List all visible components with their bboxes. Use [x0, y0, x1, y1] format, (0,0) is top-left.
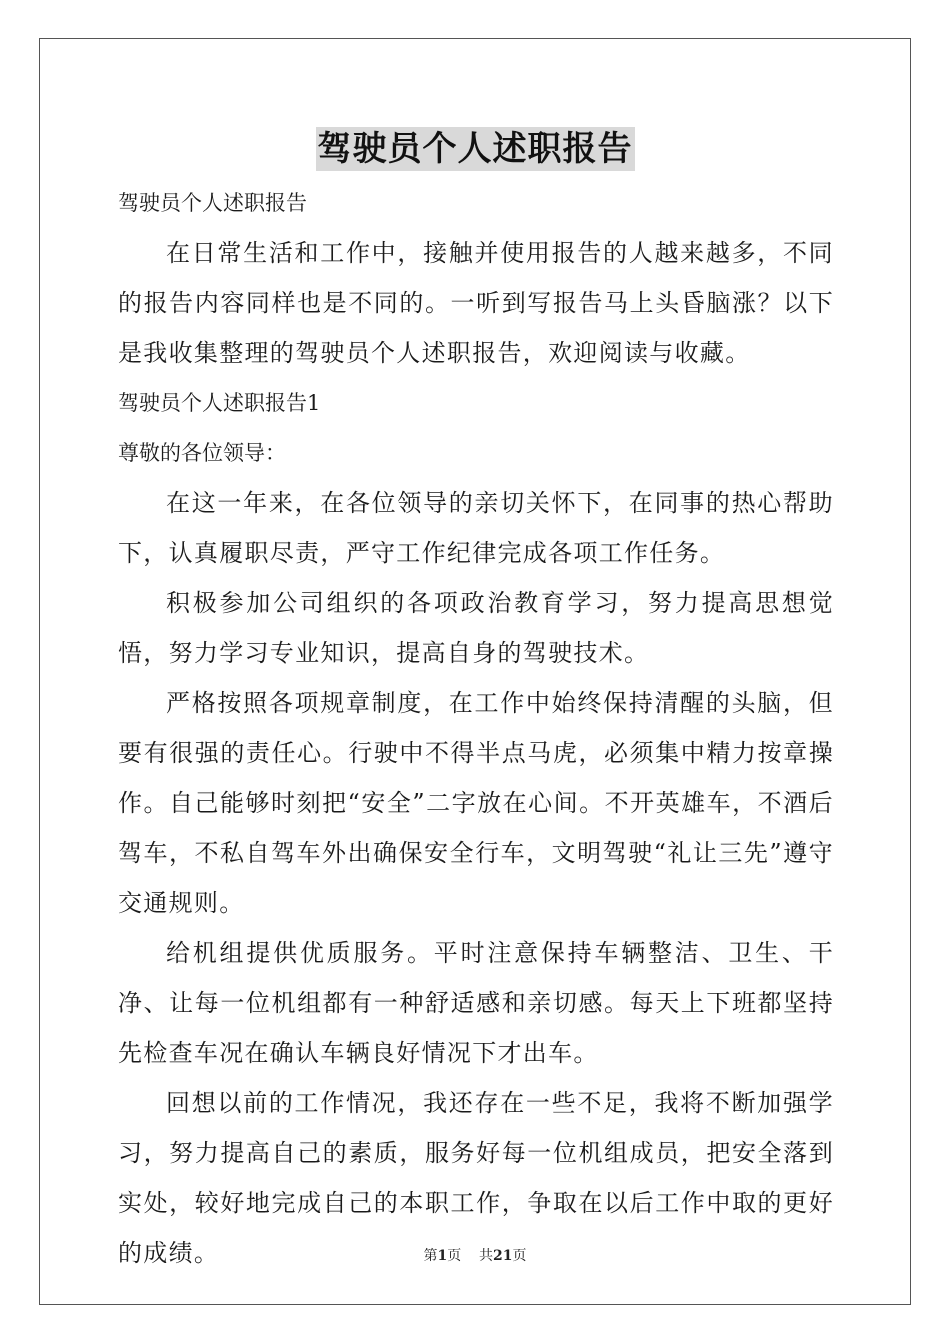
- section-heading: 驾驶员个人述职报告1: [118, 391, 321, 415]
- body-paragraph: 严格按照各项规章制度，在工作中始终保持清醒的头脑，但要有很强的责任心。行驶中不得半点马虎，必须集中精力按章操作。自己能够时刻把“安全”二字放在心间。不开英雄车，不酒后驾车，不私自驾车外出确保安全行车，文明驾驶“礼让三先”遵守交通规则。: [118, 689, 834, 917]
- body-paragraph: 积极参加公司组织的各项政治教育学习，努力提高思想觉悟，努力学习专业知识，提高自身的驾驶技术。: [118, 589, 834, 667]
- document-body: [118, 178, 834, 1278]
- page-number: 1: [437, 1248, 448, 1264]
- document-title: 驾驶员个人述职报告: [317, 129, 633, 169]
- document-subtitle: 驾驶员个人述职报告: [118, 191, 307, 215]
- salutation: 尊敬的各位领导：: [118, 441, 286, 465]
- total-pages: 21: [493, 1248, 513, 1264]
- page-suffix: 页: [447, 1248, 462, 1264]
- page-prefix: 第: [423, 1248, 438, 1264]
- intro-paragraph: 在日常生活和工作中，接触并使用报告的人越来越多，不同的报告内容同样也是不同的。一听到写报告马上头昏脑涨？以下是我收集整理的驾驶员个人述职报告，欢迎阅读与收藏。: [118, 239, 834, 367]
- total-suffix: 页: [512, 1248, 527, 1264]
- body-paragraph: 回想以前的工作情况，我还存在一些不足，我将不断加强学习，努力提高自己的素质，服务好每一位机组成员，把安全落到实处，较好地完成自己的本职工作，争取在以后工作中取的更好的成绩。: [118, 1089, 834, 1267]
- document-title-block: [0, 127, 950, 171]
- total-prefix: 共: [479, 1248, 494, 1264]
- page-footer: [0, 1245, 950, 1265]
- body-paragraph: 给机组提供优质服务。平时注意保持车辆整洁、卫生、干净、让每一位机组都有一种舒适感和亲切感。每天上下班都坚持先检查车况在确认车辆良好情况下才出车。: [118, 939, 834, 1067]
- body-paragraph: 在这一年来，在各位领导的亲切关怀下，在同事的热心帮助下，认真履职尽责，严守工作纪律完成各项工作任务。: [118, 489, 834, 567]
